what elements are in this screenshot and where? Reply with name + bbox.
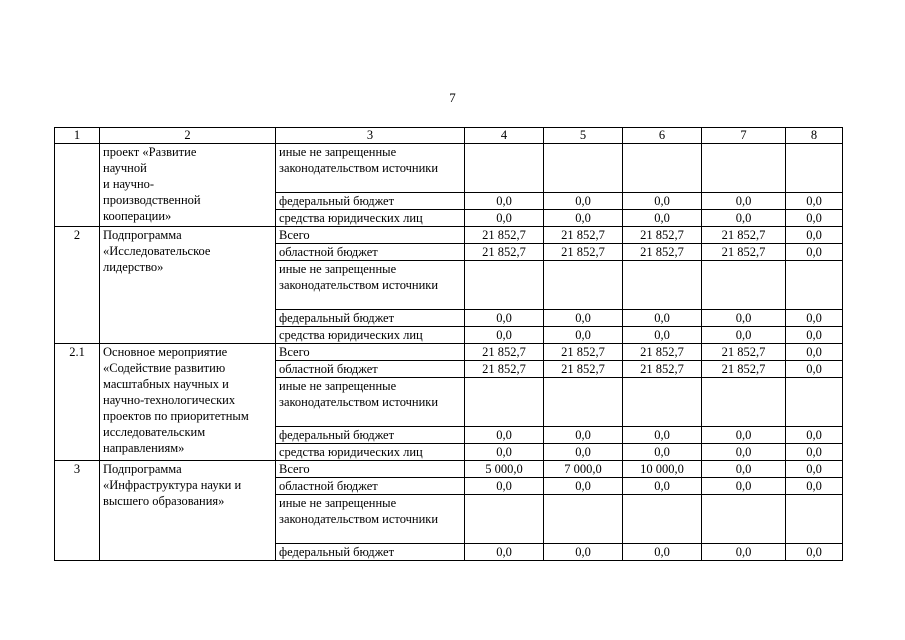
funding-source-cell: средства юридических лиц xyxy=(276,444,465,461)
amount-cell: 21 852,7 xyxy=(544,361,623,378)
amount-cell: 0,0 xyxy=(544,210,623,227)
amount-cell: 10 000,0 xyxy=(623,461,702,478)
amount-cell xyxy=(623,261,702,310)
amount-cell xyxy=(786,495,843,544)
header-cell-7: 7 xyxy=(702,128,786,144)
amount-cell xyxy=(702,495,786,544)
table-row xyxy=(55,461,843,478)
amount-cell xyxy=(465,495,544,544)
amount-cell xyxy=(465,261,544,310)
amount-cell: 0,0 xyxy=(465,210,544,227)
amount-cell: 0,0 xyxy=(786,427,843,444)
funding-source-cell: областной бюджет xyxy=(276,478,465,495)
amount-cell: 0,0 xyxy=(702,427,786,444)
amount-cell: 0,0 xyxy=(623,544,702,561)
row-number-cell xyxy=(55,144,100,227)
amount-cell: 0,0 xyxy=(465,478,544,495)
amount-cell: 0,0 xyxy=(702,478,786,495)
amount-cell: 0,0 xyxy=(702,210,786,227)
amount-cell: 21 852,7 xyxy=(702,361,786,378)
table-row xyxy=(55,344,843,361)
header-cell-5: 5 xyxy=(544,128,623,144)
amount-cell: 0,0 xyxy=(786,478,843,495)
amount-cell: 21 852,7 xyxy=(465,361,544,378)
amount-cell: 0,0 xyxy=(465,444,544,461)
amount-cell xyxy=(544,144,623,193)
amount-cell: 0,0 xyxy=(786,227,843,244)
amount-cell: 0,0 xyxy=(702,544,786,561)
amount-cell: 0,0 xyxy=(623,478,702,495)
amount-cell: 21 852,7 xyxy=(465,227,544,244)
amount-cell: 21 852,7 xyxy=(702,244,786,261)
amount-cell xyxy=(702,144,786,193)
header-cell-4: 4 xyxy=(465,128,544,144)
funding-source-cell: областной бюджет xyxy=(276,361,465,378)
amount-cell: 21 852,7 xyxy=(544,227,623,244)
amount-cell: 0,0 xyxy=(786,461,843,478)
amount-cell xyxy=(786,261,843,310)
amount-cell: 0,0 xyxy=(465,427,544,444)
funding-source-cell: иные не запрещенные законодательством источники xyxy=(276,495,465,544)
amount-cell: 0,0 xyxy=(786,310,843,327)
amount-cell xyxy=(544,261,623,310)
program-name-cell: Подпрограмма «Исследовательское лидерство» xyxy=(100,227,276,344)
page-number: 7 xyxy=(449,90,456,105)
amount-cell: 0,0 xyxy=(786,210,843,227)
amount-cell: 21 852,7 xyxy=(544,244,623,261)
header-cell-3: 3 xyxy=(276,128,465,144)
amount-cell xyxy=(702,378,786,427)
amount-cell: 21 852,7 xyxy=(623,244,702,261)
amount-cell: 0,0 xyxy=(544,327,623,344)
amount-cell xyxy=(623,495,702,544)
amount-cell: 0,0 xyxy=(544,427,623,444)
header-cell-6: 6 xyxy=(623,128,702,144)
funding-source-cell: федеральный бюджет xyxy=(276,427,465,444)
amount-cell: 0,0 xyxy=(786,361,843,378)
funding-source-cell: федеральный бюджет xyxy=(276,310,465,327)
funding-source-cell: федеральный бюджет xyxy=(276,193,465,210)
funding-source-cell: средства юридических лиц xyxy=(276,327,465,344)
header-cell-2: 2 xyxy=(100,128,276,144)
amount-cell: 0,0 xyxy=(544,193,623,210)
amount-cell: 0,0 xyxy=(465,310,544,327)
amount-cell: 0,0 xyxy=(702,327,786,344)
amount-cell: 0,0 xyxy=(623,327,702,344)
amount-cell: 0,0 xyxy=(786,544,843,561)
amount-cell: 0,0 xyxy=(623,193,702,210)
amount-cell xyxy=(786,144,843,193)
amount-cell xyxy=(465,378,544,427)
row-number-cell: 2.1 xyxy=(55,344,100,461)
table-row xyxy=(55,144,843,193)
row-number-cell: 2 xyxy=(55,227,100,344)
amount-cell: 0,0 xyxy=(465,193,544,210)
amount-cell xyxy=(544,378,623,427)
table-row xyxy=(55,227,843,244)
amount-cell: 21 852,7 xyxy=(702,227,786,244)
amount-cell: 0,0 xyxy=(702,444,786,461)
amount-cell xyxy=(786,378,843,427)
amount-cell: 21 852,7 xyxy=(702,344,786,361)
amount-cell: 7 000,0 xyxy=(544,461,623,478)
table-body xyxy=(55,128,843,561)
amount-cell: 0,0 xyxy=(623,444,702,461)
amount-cell: 21 852,7 xyxy=(623,344,702,361)
amount-cell: 0,0 xyxy=(465,327,544,344)
amount-cell: 21 852,7 xyxy=(544,344,623,361)
amount-cell: 0,0 xyxy=(702,193,786,210)
amount-cell: 21 852,7 xyxy=(623,227,702,244)
funding-source-cell: Всего xyxy=(276,344,465,361)
amount-cell: 0,0 xyxy=(786,193,843,210)
amount-cell: 0,0 xyxy=(623,210,702,227)
funding-source-cell: Всего xyxy=(276,461,465,478)
amount-cell: 0,0 xyxy=(786,327,843,344)
amount-cell: 0,0 xyxy=(623,427,702,444)
amount-cell: 0,0 xyxy=(702,461,786,478)
amount-cell xyxy=(623,144,702,193)
amount-cell: 0,0 xyxy=(702,310,786,327)
funding-source-cell: федеральный бюджет xyxy=(276,544,465,561)
amount-cell: 0,0 xyxy=(544,478,623,495)
amount-cell: 21 852,7 xyxy=(623,361,702,378)
amount-cell: 0,0 xyxy=(465,544,544,561)
amount-cell xyxy=(544,495,623,544)
amount-cell: 21 852,7 xyxy=(465,244,544,261)
amount-cell xyxy=(623,378,702,427)
amount-cell: 5 000,0 xyxy=(465,461,544,478)
header-row xyxy=(55,128,843,144)
funding-source-cell: иные не запрещенные законодательством источники xyxy=(276,261,465,310)
program-name-cell: проект «Развитие научной и научно- производственной кооперации» xyxy=(100,144,276,227)
program-name-cell: Основное мероприятие «Содействие развитию масштабных научных и научно-технологических проектов по приоритетным исследовательским направлениям» xyxy=(100,344,276,461)
amount-cell: 0,0 xyxy=(623,310,702,327)
header-cell-8: 8 xyxy=(786,128,843,144)
amount-cell: 0,0 xyxy=(786,444,843,461)
amount-cell xyxy=(702,261,786,310)
amount-cell: 0,0 xyxy=(544,310,623,327)
program-name-cell: Подпрограмма «Инфраструктура науки и высшего образования» xyxy=(100,461,276,561)
row-number-cell: 3 xyxy=(55,461,100,561)
amount-cell: 0,0 xyxy=(786,244,843,261)
budget-table xyxy=(54,127,843,561)
amount-cell: 21 852,7 xyxy=(465,344,544,361)
funding-source-cell: иные не запрещенные законодательством источники xyxy=(276,378,465,427)
amount-cell: 0,0 xyxy=(544,544,623,561)
amount-cell: 0,0 xyxy=(786,344,843,361)
amount-cell xyxy=(465,144,544,193)
funding-source-cell: средства юридических лиц xyxy=(276,210,465,227)
amount-cell: 0,0 xyxy=(544,444,623,461)
header-cell-1: 1 xyxy=(55,128,100,144)
funding-source-cell: иные не запрещенные законодательством источники xyxy=(276,144,465,193)
funding-source-cell: Всего xyxy=(276,227,465,244)
funding-source-cell: областной бюджет xyxy=(276,244,465,261)
